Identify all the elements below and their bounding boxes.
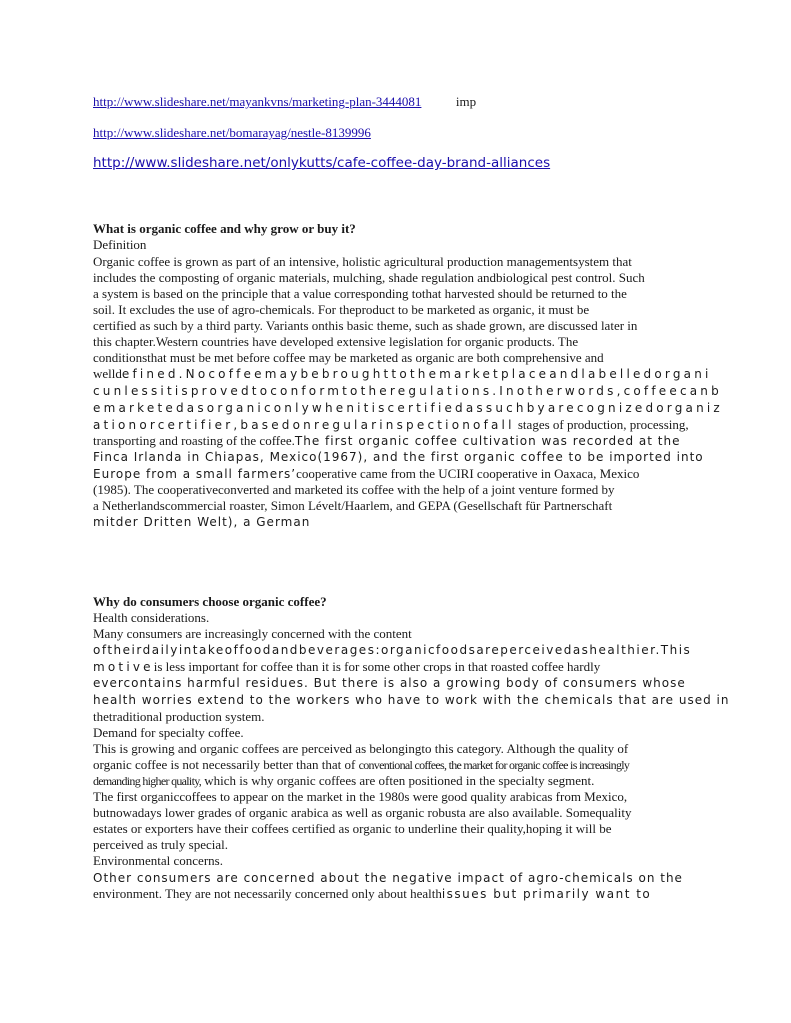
section2-line-10a: organic coffee is not necessarily better than that of bbox=[93, 757, 359, 772]
link-row-2 bbox=[93, 125, 371, 141]
section1-line-9: cunlessitisprovedtoconformtotheregulations.Inotherwords,coffeecanb bbox=[93, 384, 722, 398]
link-row-3 bbox=[93, 155, 550, 171]
section1-line-6: this chapter.Western countries have developed extensive legislation for organic products. The bbox=[93, 334, 579, 349]
section1-line-8b: efined.Nocoffeemaybebroughttothemarketplaceandlabelledorgani bbox=[121, 367, 712, 381]
section2-line-16: Environmental concerns. bbox=[93, 853, 223, 868]
section1-line-8 bbox=[93, 366, 712, 382]
section1-line-10: emarketedasorganiconlywhenitiscertifiedassuchbyarecognizedorganiz bbox=[93, 401, 723, 415]
section2-line-17: Other consumers are concerned about the negative impact of agro-chemicals on the bbox=[93, 871, 683, 885]
link-row-1 bbox=[93, 94, 476, 110]
section1-heading: What is organic coffee and why grow or buy it? bbox=[93, 221, 356, 236]
section2-line-10 bbox=[93, 757, 629, 773]
section2-line-18b: issues but primarily want to bbox=[441, 887, 652, 901]
section2-line-11 bbox=[93, 773, 594, 789]
section1-line-11a: ationorcertifier,basedonregularinspectionofall bbox=[93, 418, 515, 432]
section1-line-12a: transporting and roasting of the coffee. bbox=[93, 433, 295, 448]
link-note-imp: imp bbox=[455, 94, 477, 109]
section2-line-5: evercontains harmful residues. But there is also a growing body of consumers whose bbox=[93, 676, 686, 690]
section2-line-7: thetraditional production system. bbox=[93, 709, 265, 724]
section1-line-8a: welld bbox=[93, 366, 122, 381]
section2-line-18a: environment. They are not necessarily concerned only about health bbox=[93, 886, 442, 901]
section1-line-3: a system is based on the principle that a value corresponding tothat harvested should be returned to the bbox=[93, 286, 627, 301]
section1-line-13: Finca Irlanda in Chiapas, Mexico(1967), and the first organic coffee to be imported into bbox=[93, 450, 704, 464]
section1-line-16: a Netherlandscommercial roaster, Simon Lévelt/Haarlem, and GEPA (Gesellschaft für Partnerschaft bbox=[93, 498, 613, 513]
section1-line-15: (1985). The cooperativeconverted and marketed its coffee with the help of a joint venture formed by bbox=[93, 482, 615, 497]
section2-line-11b: which is why organic coffees are often positioned in the specialty segment. bbox=[201, 773, 595, 788]
section2-line-12: The first organiccoffees to appear on the market in the 1980s were good quality arabicas from Mexico, bbox=[93, 789, 628, 804]
link-cafe-coffee-day[interactable]: http://www.slideshare.net/onlykutts/cafe-coffee-day-brand-alliances bbox=[93, 155, 551, 171]
section2-line-9: This is growing and organic coffees are perceived as belongingto this category. Although the quality of bbox=[93, 741, 629, 756]
section2-line-1: Health considerations. bbox=[93, 610, 210, 625]
link-nestle[interactable]: http://www.slideshare.net/bomarayag/nestle-8139996 bbox=[93, 125, 371, 140]
section1-subheading: Definition bbox=[93, 237, 147, 252]
section2-line-11a: demanding higher quality, bbox=[93, 774, 202, 788]
section2-line-18 bbox=[93, 886, 651, 902]
section1-line-14a: Europe from a small farmers’ bbox=[93, 467, 297, 481]
section1-line-12 bbox=[93, 433, 680, 449]
section1-line-17: mitder Dritten Welt), a German bbox=[93, 515, 311, 529]
section2-line-15: perceived as truly special. bbox=[93, 837, 228, 852]
section2-line-2: Many consumers are increasingly concerned with the content bbox=[93, 626, 412, 641]
section2-line-6: health worries extend to the workers who have to work with the chemicals that are used in bbox=[93, 693, 730, 707]
link-marketing-plan[interactable]: http://www.slideshare.net/mayankvns/marketing-plan-3444081 bbox=[93, 94, 422, 109]
section1-line-4: soil. It excludes the use of agro-chemicals. For theproduct to be marketed as organic, it must be bbox=[93, 302, 590, 317]
section2-line-14: estates or exporters have their coffees certified as organic to underline their quality,hoping it will be bbox=[93, 821, 612, 836]
section2-line-8: Demand for specialty coffee. bbox=[93, 725, 244, 740]
section1-line-11 bbox=[93, 417, 689, 433]
section1-line-5: certified as such by a third party. Variants onthis basic theme, such as shade grown, are discussed later in bbox=[93, 318, 638, 333]
section1-line-2: includes the composting of organic materials, mulching, shade regulation andbiological pest control. Such bbox=[93, 270, 645, 285]
section2-heading: Why do consumers choose organic coffee? bbox=[93, 594, 327, 609]
section1-line-1: Organic coffee is grown as part of an intensive, holistic agricultural production managementsystem that bbox=[93, 254, 632, 269]
section2-line-3: oftheirdailyintakeoffoodandbeverages:organicfoodsareperceivedashealthier.This bbox=[93, 643, 692, 657]
section1-line-7: conditionsthat must be met before coffee may be marketed as organic are both comprehensive and bbox=[93, 350, 604, 365]
section1-line-11b: stages of production, processing, bbox=[514, 417, 689, 432]
section2-line-10b: conventional coffees, the market for organic coffee is increasingly bbox=[358, 758, 630, 772]
section2-line-4 bbox=[93, 659, 600, 675]
section1-line-14b: cooperative came from the UCIRI cooperative in Oaxaca, Mexico bbox=[296, 466, 640, 481]
section2-line-4a: motive bbox=[93, 660, 154, 674]
section2-line-13: butnowadays lower grades of organic arabica as well as organic robusta are also available. Somequality bbox=[93, 805, 632, 820]
section2-line-4b: is less important for coffee than it is for some other crops in that roasted coffee hardly bbox=[153, 659, 601, 674]
section1-line-12b: The first organic coffee cultivation was recorded at the bbox=[294, 434, 681, 448]
section1-line-14 bbox=[93, 466, 639, 482]
